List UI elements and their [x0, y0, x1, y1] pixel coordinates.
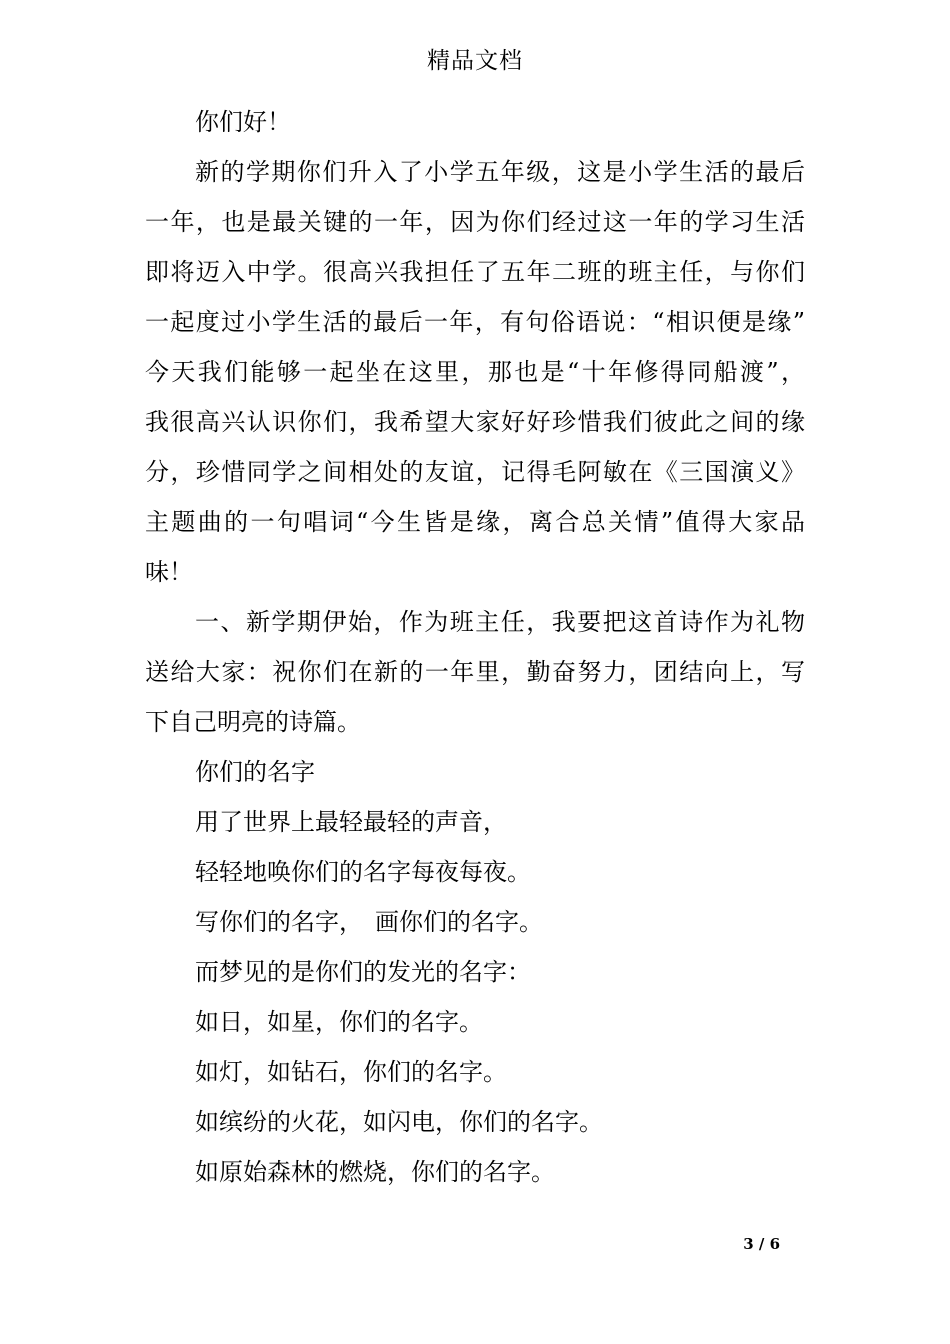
text-line: 如缤纷的火花，如闪电，你们的名字。: [195, 1108, 603, 1136]
text-line: 轻轻地唤你们的名字每夜每夜。: [195, 858, 531, 886]
text-line: 你们的名字: [195, 758, 315, 786]
text-line: 用了世界上最轻最轻的声音，: [195, 808, 507, 836]
text-line: 分，珍惜同学之间相处的友谊，记得毛阿敏在《三国演义》: [145, 458, 805, 486]
text-line: 新的学期你们升入了小学五年级，这是小学生活的最后: [195, 158, 805, 186]
text-line: 一起度过小学生活的最后一年，有句俗语说：“相识便是缘”: [145, 308, 805, 336]
text-line: 送给大家：祝你们在新的一年里，勤奋努力，团结向上，写: [145, 658, 805, 686]
text-line: 味！: [145, 558, 193, 586]
text-line: 而梦见的是你们的发光的名字：: [195, 958, 531, 986]
page-header-title: 精品文档: [427, 48, 523, 74]
page-number: 3 / 6: [743, 1235, 780, 1253]
text-line: 写你们的名字， 画你们的名字。: [195, 908, 543, 936]
text-line: 如灯，如钻石，你们的名字。: [195, 1058, 507, 1086]
text-line: 你们好！: [195, 108, 291, 136]
text-line: 一、新学期伊始，作为班主任，我要把这首诗作为礼物: [195, 608, 805, 636]
text-line: 如原始森林的燃烧，你们的名字。: [195, 1158, 555, 1186]
text-line: 今天我们能够一起坐在这里，那也是“十年修得同船渡”，: [145, 358, 805, 386]
text-line: 一年，也是最关键的一年，因为你们经过这一年的学习生活: [145, 208, 805, 236]
document-body: [145, 97, 805, 1197]
text-line: 我很高兴认识你们，我希望大家好好珍惜我们彼此之间的缘: [145, 408, 805, 436]
text-line: 即将迈入中学。很高兴我担任了五年二班的班主任，与你们: [145, 258, 805, 286]
text-line: 主题曲的一句唱词“今生皆是缘，离合总关情”值得大家品: [145, 508, 805, 536]
text-line: 如日，如星，你们的名字。: [195, 1008, 483, 1036]
text-line: 下自己明亮的诗篇。: [145, 708, 361, 736]
